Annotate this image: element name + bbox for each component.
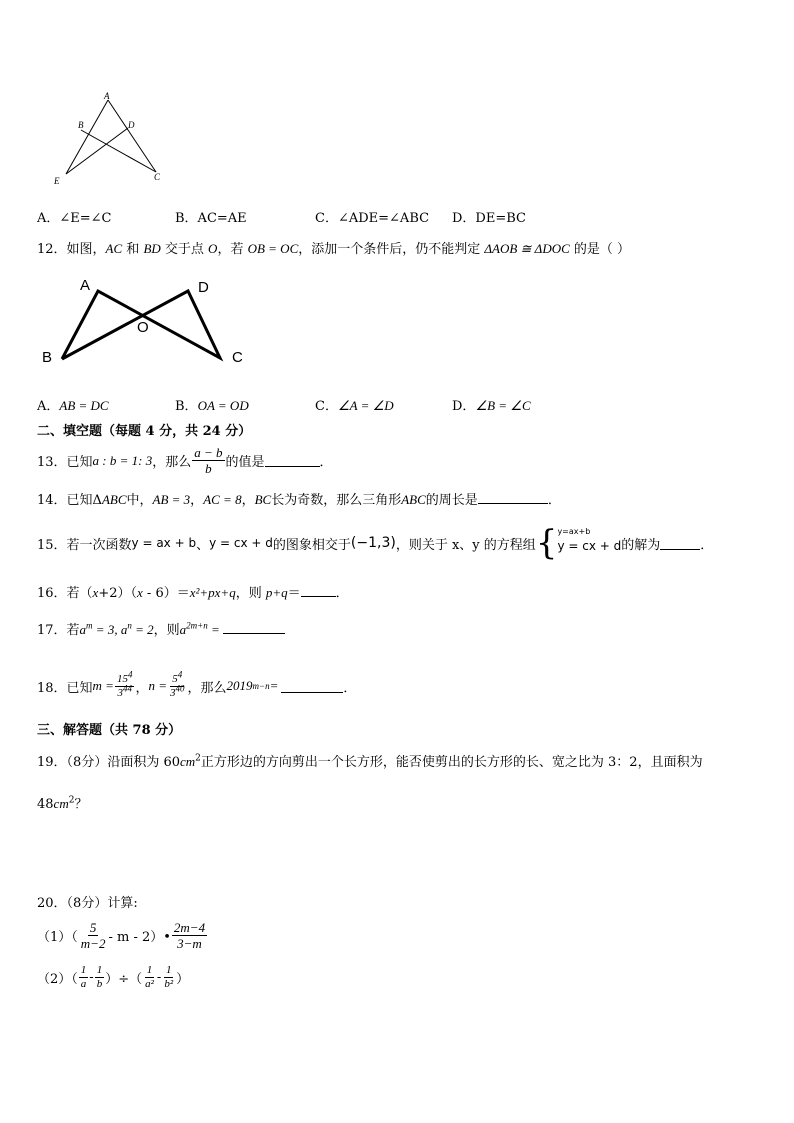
q12-option-c: C．∠A = ∠D [315,398,394,414]
q12-stem: 12．如图，AC 和 BD 交于点 O，若 OB = OC，添加一个条件后，仍不能判定 ΔAOB ≅ ΔDOC 的是（ ） [37,241,631,257]
section-heading-fill-in: 二、填空题（每题 4 分，共 24 分） [37,424,252,439]
bowtie-figure-q12 [38,272,258,372]
fig12-label-a: A [80,277,91,294]
q15: 15．若一次函数 y = ax + b 、 y = cx + d 的图象相交于 (−1,3) ，则关于 x、y 的方程组 { y=ax+b y = cx + d 的解为 ． [37,523,714,563]
fig12-label-o: O [137,319,149,336]
fig12-label-d: D [198,279,209,296]
q12-option-b: B．OA = OD [175,398,249,414]
point-label-c: C [154,172,161,182]
q11-option-b: B．AC=AE [175,211,247,226]
q12-option-d: D．∠B = ∠C [452,398,531,414]
q14: 14．已知ΔABC中，AB = 3，AC = 8，BC长为奇数，那么三角形ABC的周长是 ． [37,492,561,508]
q20-part2: （2）（ $\frac{1}{a}$ - $\frac{1}{b}$ ）÷（ $\frac{1}{\text{a²}}$ - $\frac{1}{\text{b²}}$ ） [37,963,190,990]
q11-option-a: A．∠E=∠C [37,211,112,226]
system-brace: { [535,523,558,563]
q17: 17．若$a^m = 3$, $a^n = 2$，则$a^{2m+n}$ = [37,619,285,638]
point-label-a: A [104,91,110,101]
fig12-label-c: C [232,349,243,366]
q20-title: 20．（8分）计算: [37,896,138,911]
triangle-figure-q11 [48,88,178,188]
q13: 13．已知 a : b = 1: 3 ，那么 $\frac{a - b}{b}$ 的值是 ． [37,445,333,476]
q19-line1: 19．（8分）沿面积为 $60cm^2$正方形边的方向剪出一个长方形，能否使剪出的长方形的长、宽之比为 3：2，且面积为 [37,753,703,770]
q11-option-d: D．DE=BC [452,211,526,226]
q12-option-a: A．AB = DC [37,398,109,414]
q18: 18．已知 m = $\frac{15^4}{3^{44}}$ ， n = $\frac{5^4}{3^{40}}$ ，那么 2019 m−n = ． [37,668,357,699]
section-heading-solve: 三、解答题（共 78 分） [37,723,182,738]
point-label-d: D [128,120,135,130]
q20-part1: （1）（ $\frac{5}{m-2}$ - m - 2）• $\frac{2m-4}{3-m}$ [37,919,206,951]
fig12-label-b: B [42,349,53,366]
point-label-e: E [54,176,60,186]
point-label-b: B [78,120,84,130]
q11-option-c: C．∠ADE=∠ABC [315,211,430,226]
q16: 16．若（x+2）（x - 6）＝x²+px+q，则 p+q＝ ． [37,585,349,601]
q19-line2: $48cm^2$？ [37,795,88,812]
